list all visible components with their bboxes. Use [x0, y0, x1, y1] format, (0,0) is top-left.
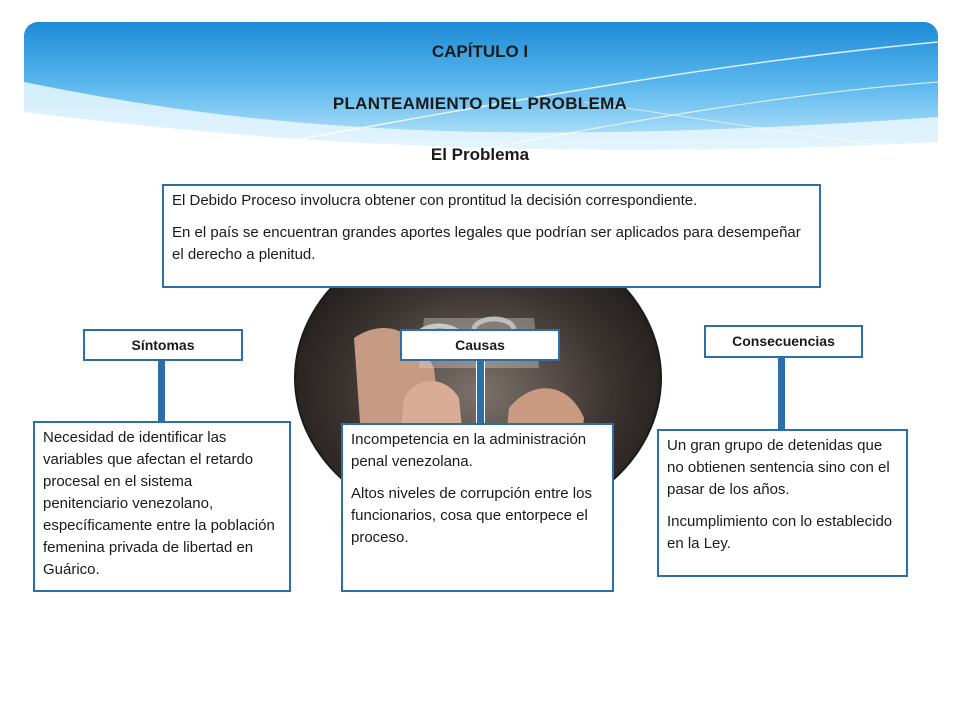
chapter-title: CAPÍTULO I: [431, 42, 529, 61]
sintomas-text: Necesidad de identificar las variables que afectan el retardo procesal en el sistema penitenciario venezolano, específicamente entre la población femenina privada de libertad en Guárico.: [43, 429, 275, 578]
consecuencias-connector: [777, 358, 786, 430]
causas-paragraph-1: Incompetencia en la administración penal venezolana.: [351, 431, 587, 470]
causas-paragraph-2: Altos niveles de corrupción entre los funcionarios, cosa que entorpece el proceso.: [351, 485, 592, 546]
problem-description-box: [162, 184, 821, 288]
causas-box: [341, 423, 614, 592]
section-title: PLANTEAMIENTO DEL PROBLEMA: [332, 94, 628, 113]
problem-paragraph-1: El Debido Proceso involucra obtener con prontitud la decisión correspondiente.: [172, 192, 698, 209]
causas-label: Causas: [400, 329, 560, 361]
consecuencias-label: Consecuencias: [704, 325, 863, 358]
problem-paragraph-2: En el país se encuentran grandes aportes legales que podrían ser aplicados para desempeñar el derecho a plenitud.: [172, 224, 801, 263]
consecuencias-paragraph-1: Un gran grupo de detenidas que no obtienen sentencia sino con el pasar de los años.: [667, 437, 890, 498]
consecuencias-box: [657, 429, 908, 577]
consecuencias-paragraph-2: Incumplimiento con lo establecido en la Ley.: [667, 513, 893, 552]
sintomas-label: Síntomas: [83, 329, 243, 361]
subsection-title: El Problema: [430, 145, 530, 164]
sintomas-connector: [157, 361, 166, 422]
sintomas-box: [33, 421, 291, 592]
causas-connector: [476, 361, 485, 424]
